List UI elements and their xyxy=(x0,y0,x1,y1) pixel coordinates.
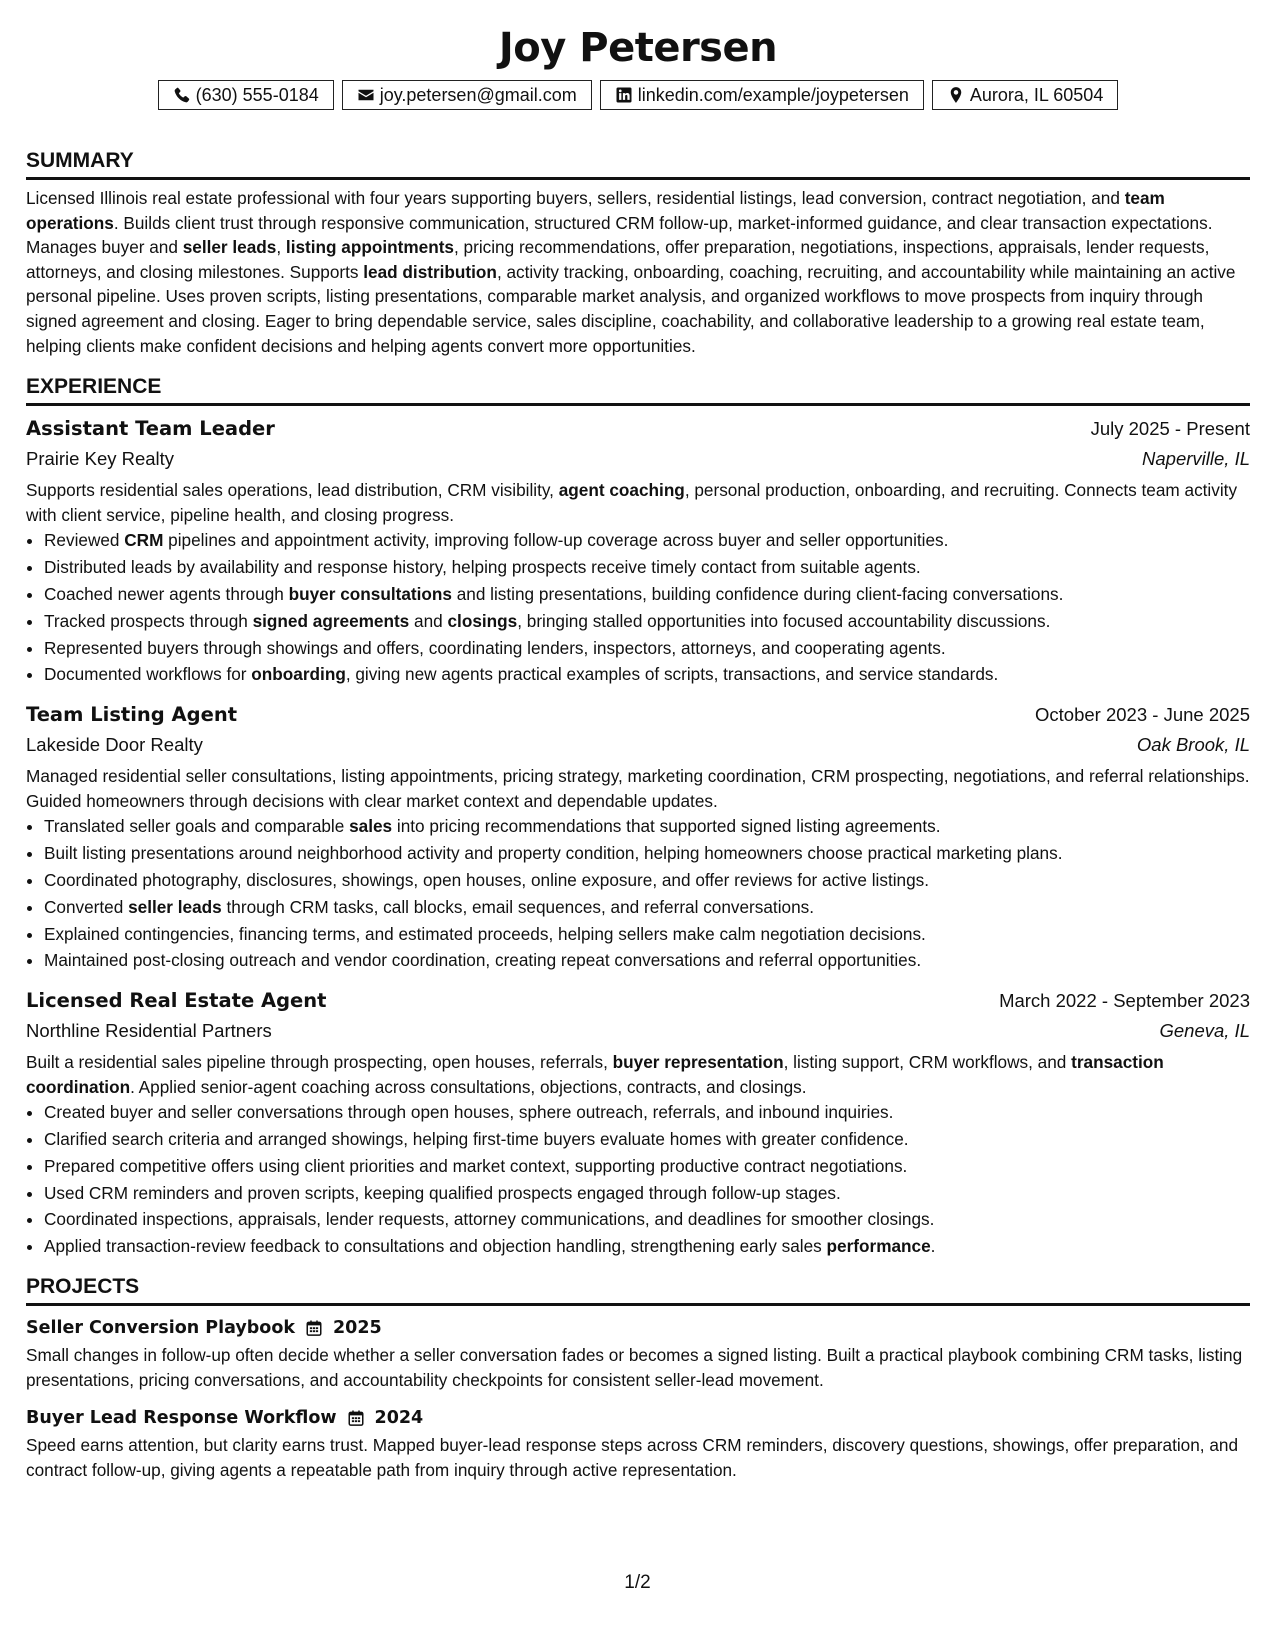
bullet-item: • Used CRM reminders and proven scripts, keeping qualified prospects engaged through follow-up stages. xyxy=(44,1180,1250,1207)
contact-location-text: Aurora, IL 60504 xyxy=(969,85,1104,105)
bullet-item: • Coordinated photography, disclosures, showings, open houses, online exposure, and offer reviews for active listings. xyxy=(44,867,1250,894)
emphasis-text: closings xyxy=(447,610,518,631)
emphasis-text: listing appointments xyxy=(285,237,454,258)
job-title: Team Listing Agent xyxy=(26,703,238,727)
projects-heading: PROJECTS xyxy=(26,1274,1250,1306)
bullet-item: • Documented workflows for onboarding, giving new agents practical examples of scripts, transactions, and service standards. xyxy=(44,661,1250,688)
emphasis-text: seller leads xyxy=(128,896,222,917)
job-company: Prairie Key Realty xyxy=(26,448,175,470)
bullet-item: • Prepared competitive offers using client priorities and market context, supporting productive contract negotiations. xyxy=(44,1153,1250,1180)
emphasis-text: sales xyxy=(349,816,393,837)
experience-heading: EXPERIENCE xyxy=(26,374,1250,406)
job-summary: Managed residential seller consultations, listing appointments, pricing strategy, marketing coordination, CRM prospecting, negotiations, and referral relationships. Guided homeowners through decisions with clear market context and dependable updates. xyxy=(26,766,1250,811)
job-location: Naperville, IL xyxy=(1142,448,1250,470)
bullet-item: • Converted seller leads through CRM tasks, call blocks, email sequences, and referral conversations. xyxy=(44,894,1250,921)
bullet-item: • Tracked prospects through signed agreements and closings, bringing stalled opportunities into focused accountability discussions. xyxy=(44,608,1250,635)
envelope-icon xyxy=(357,86,375,104)
project-description: Small changes in follow-up often decide whether a seller conversation fades or becomes a signed listing. Built a practical playbook combining CRM tasks, listing presentations, pricing conversations, and accountability checkpoints for consistent seller-lead movement. xyxy=(26,1345,1243,1390)
emphasis-text: team operations xyxy=(26,188,1165,233)
job-location: Oak Brook, IL xyxy=(1136,734,1250,756)
job-summary: Built a residential sales pipeline through prospecting, open houses, referrals, buyer representation, listing support, CRM workflows, and transaction coordination. Applied senior-agent coaching across consultations, objections, contracts, and closings. xyxy=(26,1052,1164,1097)
project-entry xyxy=(26,1315,1250,1392)
job-title: Licensed Real Estate Agent xyxy=(26,989,327,1013)
project-name: Buyer Lead Response Workflow xyxy=(26,1408,337,1429)
emphasis-text: buyer representation xyxy=(612,1052,784,1073)
contact-location[interactable] xyxy=(932,80,1118,110)
job-entry xyxy=(26,700,1250,974)
emphasis-text: CRM xyxy=(124,530,164,551)
job-location: Geneva, IL xyxy=(1159,1020,1250,1042)
summary-heading: SUMMARY xyxy=(26,148,1250,180)
contact-phone-text: (630) 555-0184 xyxy=(195,85,319,105)
project-entry xyxy=(26,1405,1250,1482)
emphasis-text: buyer consultations xyxy=(288,583,452,604)
emphasis-text: lead distribution xyxy=(363,261,497,282)
linkedin-icon xyxy=(615,86,633,104)
emphasis-text: seller leads xyxy=(182,237,277,258)
bullet-item: • Built listing presentations around neighborhood activity and property condition, helping homeowners choose practical marketing plans. xyxy=(44,840,1250,867)
emphasis-text: onboarding xyxy=(251,664,346,685)
project-description: Speed earns attention, but clarity earns trust. Mapped buyer-lead response steps across CRM reminders, discovery questions, showings, offer preparation, and contract follow-up, giving agents a repeatable path from inquiry through active representation. xyxy=(26,1435,1239,1480)
calendar-icon xyxy=(305,1319,323,1337)
contact-email[interactable] xyxy=(342,80,592,110)
job-entry xyxy=(26,414,1250,688)
bullet-item: • Represented buyers through showings and offers, coordinating lenders, inspectors, attorneys, and cooperating agents. xyxy=(44,635,1250,662)
map-pin-icon xyxy=(947,86,965,104)
bullet-item: • Maintained post-closing outreach and vendor coordination, creating repeat conversations and referral opportunities. xyxy=(44,947,1250,974)
summary-text: Licensed Illinois real estate professional with four years supporting buyers, sellers, residential listings, lead conversion, contract negotiation, and team operations. Builds client trust through responsive communication, structured CRM follow-up, market-informed guidance, and clear transaction expectations. Manages buyer and seller leads, listing appointments, pricing recommendations, offer preparation, negotiations, inspections, appraisals, lender requests, attorneys, and closing milestones. Supports lead distribution, activity tracking, onboarding, coaching, recruiting, and accountability while maintaining an active personal pipeline. Uses proven scripts, listing presentations, comparable market analysis, and organized workflows to move prospects from inquiry through signed agreement and closing. Eager to bring dependable service, sales discipline, coachability, and collaborative leadership to a growing real estate team, helping clients make confident decisions and helping agents convert more opportunities. xyxy=(26,188,1236,356)
bullet-item: • Coached newer agents through buyer consultations and listing presentations, building confidence during client-facing conversations. xyxy=(44,581,1250,608)
contact-row xyxy=(26,80,1250,110)
job-dates: July 2025 - Present xyxy=(1090,418,1250,440)
job-company: Northline Residential Partners xyxy=(26,1020,272,1042)
bullet-item: • Reviewed CRM pipelines and appointment activity, improving follow-up coverage across buyer and seller opportunities. xyxy=(44,527,1250,554)
bullet-item: • Translated seller goals and comparable sales into pricing recommendations that supported signed listing agreements. xyxy=(44,813,1250,840)
emphasis-text: performance xyxy=(826,1236,931,1257)
project-year: 2025 xyxy=(333,1318,382,1339)
emphasis-text: signed agreements xyxy=(252,610,410,631)
resume-page xyxy=(26,22,1250,1482)
bullet-item: • Applied transaction-review feedback to consultations and objection handling, strengthening early sales performance. xyxy=(44,1233,1250,1260)
bullet-item: • Created buyer and seller conversations through open houses, sphere outreach, referrals, and inbound inquiries. xyxy=(44,1099,1250,1126)
summary-section xyxy=(26,148,1250,358)
experience-section xyxy=(26,374,1250,1260)
job-dates: October 2023 - June 2025 xyxy=(1035,704,1250,726)
projects-section xyxy=(26,1274,1250,1482)
bullet-item: • Distributed leads by availability and response history, helping prospects receive timely contact from suitable agents. xyxy=(44,554,1250,581)
bullet-item: • Clarified search criteria and arranged showings, helping first-time buyers evaluate homes with greater confidence. xyxy=(44,1126,1250,1153)
contact-linkedin[interactable] xyxy=(600,80,924,110)
job-summary: Supports residential sales operations, lead distribution, CRM visibility, agent coaching, personal production, onboarding, and recruiting. Connects team activity with client service, pipeline health, and closing progress. xyxy=(26,480,1238,525)
job-dates: March 2022 - September 2023 xyxy=(999,990,1250,1012)
contact-phone[interactable] xyxy=(158,80,334,110)
job-bullets xyxy=(26,527,1250,688)
job-bullets xyxy=(26,1099,1250,1260)
job-entry xyxy=(26,986,1250,1260)
contact-linkedin-text: linkedin.com/example/joypetersen xyxy=(637,85,909,105)
emphasis-text: agent coaching xyxy=(558,480,685,501)
phone-icon xyxy=(173,86,191,104)
emphasis-text: transaction coordination xyxy=(26,1052,1164,1097)
candidate-name: Joy Petersen xyxy=(498,25,778,71)
page-number: 1/2 xyxy=(624,1572,651,1593)
contact-email-text: joy.petersen@gmail.com xyxy=(379,85,577,105)
project-year: 2024 xyxy=(374,1408,424,1429)
job-bullets xyxy=(26,813,1250,974)
job-company: Lakeside Door Realty xyxy=(26,734,203,756)
calendar-icon xyxy=(347,1409,365,1427)
bullet-item: • Coordinated inspections, appraisals, lender requests, attorney communications, and deadlines for smoother closings. xyxy=(44,1206,1250,1233)
project-name: Seller Conversion Playbook xyxy=(26,1318,295,1339)
bullet-item: • Explained contingencies, financing terms, and estimated proceeds, helping sellers make calm negotiation decisions. xyxy=(44,921,1250,948)
job-title: Assistant Team Leader xyxy=(26,417,275,441)
